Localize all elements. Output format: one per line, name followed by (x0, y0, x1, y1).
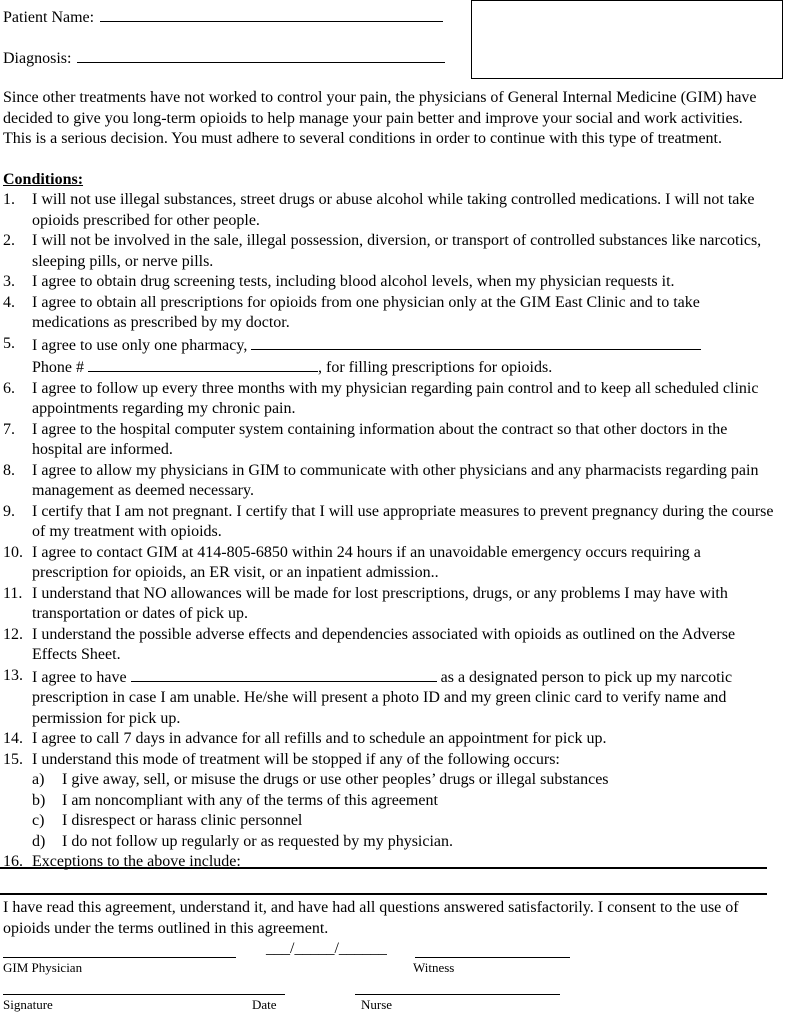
condition-item (0, 625, 780, 666)
conditions-list (0, 190, 780, 873)
sub-condition-item (32, 791, 780, 812)
condition-number: 9. (3, 502, 15, 520)
condition-number: 6. (3, 379, 15, 397)
sub-condition-item (32, 770, 780, 791)
condition-item (0, 666, 780, 730)
condition-number: 16. (3, 853, 23, 870)
diagnosis-field[interactable] (77, 47, 445, 63)
condition-item (0, 293, 780, 334)
patient-label-box (471, 0, 783, 79)
condition-text: , for filling prescriptions for opioids. (318, 359, 553, 376)
nurse-label: Nurse (361, 997, 393, 1012)
condition-item (0, 334, 780, 379)
condition-text: I agree to contact GIM at 414-805-6850 within 24 hours if an unavoidable emergency occurs requiring a prescription for opioids, an ER visit, or an inpatient admission.. (32, 543, 701, 581)
condition-number: 1. (3, 191, 15, 208)
condition-text: I agree to obtain all prescriptions for opioids from one physician only at the GIM East Clinic and to take medications as prescribed by my doctor. (32, 293, 700, 331)
condition-text: I agree to call 7 days in advance for all refills and to schedule an appointment for pick up. (32, 730, 607, 747)
condition-item (0, 729, 780, 750)
condition-number: 8. (3, 461, 15, 479)
patient-name-field[interactable] (100, 6, 443, 22)
patient-signature-line[interactable] (3, 994, 285, 995)
sub-condition-item (32, 832, 780, 853)
condition-text: I will not use illegal substances, street drugs or abuse alcohol while taking controlled medications. I will not take opioids prescribed for other people. (32, 191, 755, 229)
condition-number: 12. (3, 625, 23, 643)
sub-condition-letter: d) (32, 832, 46, 850)
exceptions-line[interactable] (0, 867, 767, 869)
nurse-signature-line[interactable] (355, 994, 560, 995)
condition-item (0, 543, 780, 584)
condition-item (0, 584, 780, 625)
condition-item (0, 420, 780, 461)
consent-statement: I have read this agreement, understand it, and have had all questions answered satisfactorily. I consent to the use of opioids under the terms outlined in this agreement. (3, 899, 739, 937)
condition-text: I certify that I am not pregnant. I certify that I will use appropriate measures to prevent pregnancy during the course of my treatment with opioids. (32, 502, 774, 540)
condition-text: I agree to allow my physicians in GIM to communicate with other physicians and any pharmacists regarding pain management as deemed necessary. (32, 461, 759, 499)
gim-physician-label: GIM Physician (3, 960, 83, 975)
condition-number: 14. (3, 730, 23, 747)
patient-name-row (3, 6, 443, 29)
diagnosis-row (3, 47, 445, 70)
condition-number: 2. (3, 232, 15, 249)
condition-item (0, 231, 780, 272)
conditions-title: Conditions: (3, 171, 84, 188)
stop-conditions-list (32, 770, 780, 852)
condition-number: 11. (3, 584, 23, 602)
condition-item (0, 272, 780, 293)
condition-text: as a designated person to pick up my narcotic prescription in case I am unable. He/she will present a photo ID and my green clinic card to verify name and permission for pick up. (32, 668, 733, 727)
condition-number: 7. (3, 420, 15, 438)
condition-text: I agree to have (32, 668, 127, 686)
diagnosis-label: Diagnosis: (3, 50, 72, 67)
date-field[interactable]: ___/_____/______ (266, 940, 387, 957)
condition-item (0, 750, 780, 853)
condition-text: I will not be involved in the sale, illegal possession, diversion, or transport of controlled substances like narcotics, sleeping pills, or nerve pills. (32, 232, 762, 270)
condition-number: 10. (3, 543, 23, 561)
condition-text: I agree to follow up every three months with my physician regarding pain control and to keep all scheduled clinic appointments regarding my chronic pain. (32, 379, 759, 417)
condition-text: I understand that NO allowances will be made for lost prescriptions, drugs, or any problems I may have with transportation or dates of pick up. (32, 584, 728, 622)
condition-text: I agree to the hospital computer system containing information about the contract so that other doctors in the hospital are informed. (32, 420, 728, 458)
pharmacy-phone-field[interactable] (88, 356, 318, 372)
pharmacy-field[interactable] (251, 334, 701, 350)
condition-text: Exceptions to the above include: (32, 853, 241, 870)
condition-number: 3. (3, 273, 15, 290)
gim-physician-signature-line[interactable] (3, 957, 236, 958)
condition-item (0, 461, 780, 502)
intro-paragraph: Since other treatments have not worked to control your pain, the physicians of General Internal Medicine (GIM) have decided to give you long-term opioids to help manage your pain better and improve your social and work activities. This is a serious decision. You must adhere to several conditions in order to continue with this type of treatment. (3, 89, 757, 147)
sub-condition-text: I give away, sell, or misuse the drugs or use other peoples’ drugs or illegal substances (62, 771, 609, 788)
condition-item (0, 190, 780, 231)
condition-text: I understand this mode of treatment will be stopped if any of the following occurs: (32, 750, 560, 768)
condition-text: I understand the possible adverse effects and dependencies associated with opioids as outlined on the Adverse Effects Sheet. (32, 625, 736, 663)
patient-name-label: Patient Name: (3, 9, 95, 26)
phone-label: Phone # (32, 359, 84, 376)
sub-condition-item (32, 811, 780, 832)
sub-condition-letter: a) (32, 771, 45, 788)
condition-item (0, 852, 780, 873)
sub-condition-letter: b) (32, 791, 46, 809)
sub-condition-text: I do not follow up regularly or as requested by my physician. (62, 832, 454, 850)
witness-signature-line[interactable] (415, 957, 570, 958)
witness-label: Witness (413, 960, 455, 975)
sub-condition-letter: c) (32, 812, 45, 829)
condition-number: 5. (3, 334, 15, 352)
sub-condition-text: I disrespect or harass clinic personnel (62, 812, 303, 829)
sub-condition-text: I am noncompliant with any of the terms of this agreement (62, 791, 438, 809)
condition-item (0, 502, 780, 543)
condition-item (0, 379, 780, 420)
exceptions-line[interactable] (0, 893, 767, 895)
condition-text: I agree to use only one pharmacy, (32, 336, 248, 354)
condition-number: 4. (3, 293, 15, 311)
condition-text: I agree to obtain drug screening tests, including blood alcohol levels, when my physician requests it. (32, 273, 675, 290)
signature-label: Signature (3, 997, 53, 1012)
condition-number: 13. (3, 666, 23, 684)
designated-person-field[interactable] (131, 666, 437, 682)
condition-number: 15. (3, 750, 23, 768)
date-label: Date (252, 997, 277, 1012)
